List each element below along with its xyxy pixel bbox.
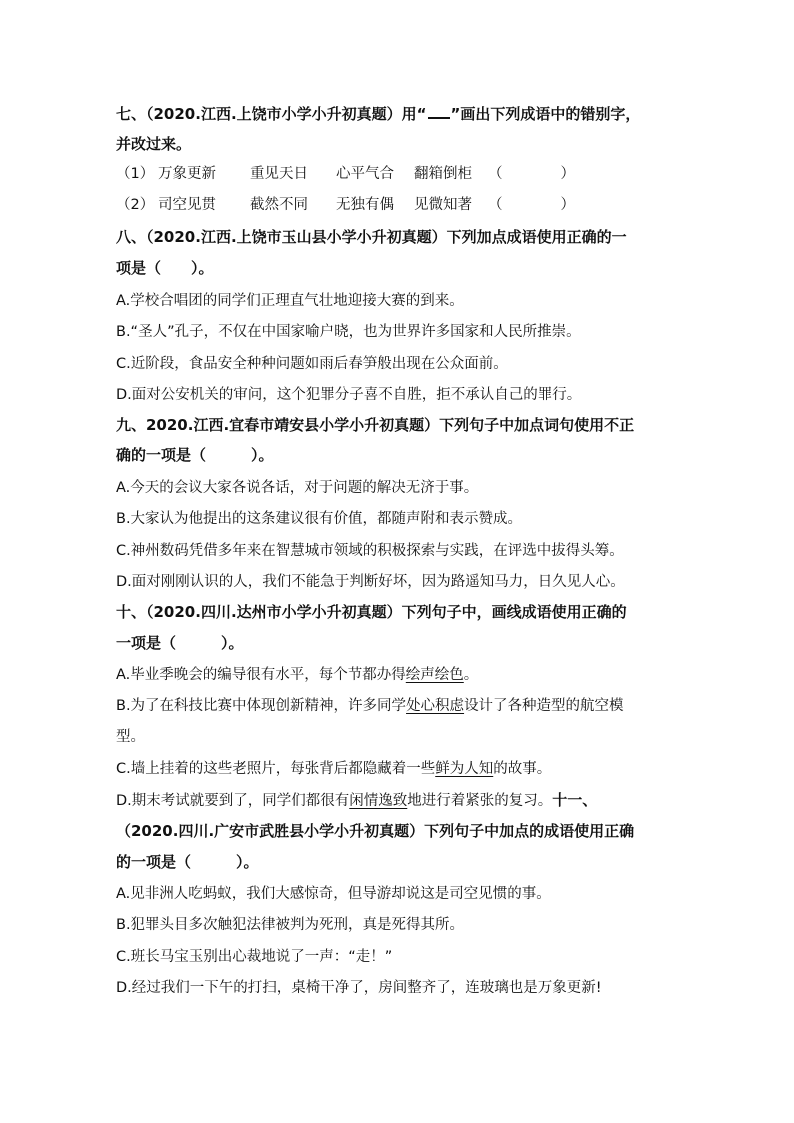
q7-idiom: 无独有偶 (336, 197, 394, 213)
q10-option-a (116, 665, 478, 685)
q9-option-b: B.大家认为他提出的这条建议很有价值，都随声附和表示赞成。 (116, 511, 523, 527)
q10-option-c-rest: 的故事。 (493, 761, 552, 777)
q11-heading-line1: 十一、 (552, 791, 598, 809)
q8-option-d: D.面对公安机关的审问，这个犯罪分子喜不自胜，拒不承认自己的罪行。 (116, 387, 582, 403)
q7-heading-line1 (116, 104, 640, 124)
q10-option-d-underlined-idiom: 闲情逸致 (349, 793, 408, 809)
q10-option-a-text: A.毕业季晚会的编导很有水平，每个节都办得 (116, 667, 406, 683)
q7-row-number: （2） (116, 197, 155, 213)
q10-option-d-rest: 地进行着紧张的复习。 (407, 793, 553, 809)
q8-heading-line2: 项是（ ）。 (116, 259, 214, 277)
q7-idiom: 万象更新 (158, 166, 216, 182)
q11-option-a: A.见非洲人吃蚂蚁，我们大感惊奇，但导游却说这是司空见惯的事。 (116, 886, 551, 902)
q7-row-2 (116, 195, 575, 215)
q10-option-b-rest: 设计了各种造型的航空模 (464, 698, 624, 714)
q8-option-c: C.近阶段，食品安全种种问题如雨后春笋般出现在公众面前。 (116, 356, 508, 372)
q10-option-c-text: C.墙上挂着的这些老照片，每张背后都隐藏着一些 (116, 761, 436, 777)
q7-idiom: 重见天日 (250, 166, 308, 182)
q11-option-d: D.经过我们一下午的打扫，桌椅干净了，房间整齐了，连玻璃也是万象更新! (116, 980, 602, 996)
q9-option-d: D.面对刚刚认识的人，我们不能急于判断好坏，因为路遥知马力，日久见人心。 (116, 574, 625, 590)
q9-heading-line1: 九、2020.江西.宜春市靖安县小学小升初真题）下列句子中加点词句使用不正 (116, 416, 635, 434)
q7-idiom: 心平气合 (336, 166, 394, 182)
q10-option-a-underlined-idiom: 绘声绘色 (405, 667, 464, 683)
q11-heading-line3: 的一项是（ ）。 (116, 853, 259, 871)
q7-idiom: 截然不同 (250, 197, 308, 213)
q11-option-b: B.犯罪头目多次触犯法律被判为死刑，真是死得其所。 (116, 917, 465, 933)
q7-idiom: 司空见贯 (158, 197, 216, 213)
q8-option-b: B.“圣人”孔子，不仅在中国家喻户晓，也为世界许多国家和人民所推崇。 (116, 324, 581, 340)
q9-heading-line2: 确的一项是（ ）。 (116, 446, 274, 464)
q8-option-a: A.学校合唱团的同学们正理直气壮地迎接大赛的到来。 (116, 293, 464, 309)
q11-heading-line2: （2020.四川.广安市武胜县小学小升初真题）下列句子中加点的成语使用正确 (116, 822, 635, 840)
q10-option-b-underlined-idiom: 处心积虑 (406, 698, 465, 714)
q10-option-a-end: 。 (463, 667, 479, 683)
q11-option-c: C.班长马宝玉别出心裁地说了一声：“走！” (116, 949, 393, 965)
q7-heading-part-b: ”画出下列成语中的错别字， (450, 105, 641, 123)
q10-heading-line2: 一项是（ ）。 (116, 634, 244, 652)
q10-option-b-text: B.为了在科技比赛中体现创新精神，许多同学 (116, 698, 407, 714)
q9-option-a: A.今天的会议大家各说各话，对于问题的解决无济于事。 (116, 480, 479, 496)
q10-option-c-underlined-idiom: 鲜为人知 (435, 761, 494, 777)
q10-option-b (116, 696, 624, 716)
q7-answer-paren: （ ） (488, 197, 575, 213)
q7-heading-line2: 并改过来。 (116, 135, 192, 153)
q10-option-b-line2: 型。 (116, 729, 145, 745)
q7-row-1 (116, 164, 575, 184)
q7-heading-part-a: 七、（2020.江西.上饶市小学小升初真题）用“ (116, 105, 427, 123)
q10-heading-line1: 十、（2020.四川.达州市小学小升初真题）下列句子中，画线成语使用正确的 (116, 603, 627, 621)
q10-option-c (116, 759, 551, 779)
q7-row-number: （1） (116, 166, 155, 182)
q9-option-c: C.神州数码凭借多年来在智慧城市领域的积极探索与实践，在评选中拔得头筹。 (116, 543, 624, 559)
q8-heading-line1: 八、（2020.江西.上饶市玉山县小学小升初真题）下列加点成语使用正确的一 (116, 228, 627, 246)
q10-option-d-text: D.期末考试就要到了，同学们都很有 (116, 793, 350, 809)
q10-option-d (116, 790, 597, 811)
q7-underline-sample (428, 106, 450, 119)
q7-idiom: 翻箱倒柜 (414, 166, 472, 182)
q7-idiom: 见微知著 (414, 197, 472, 213)
q7-answer-paren: （ ） (488, 166, 575, 182)
